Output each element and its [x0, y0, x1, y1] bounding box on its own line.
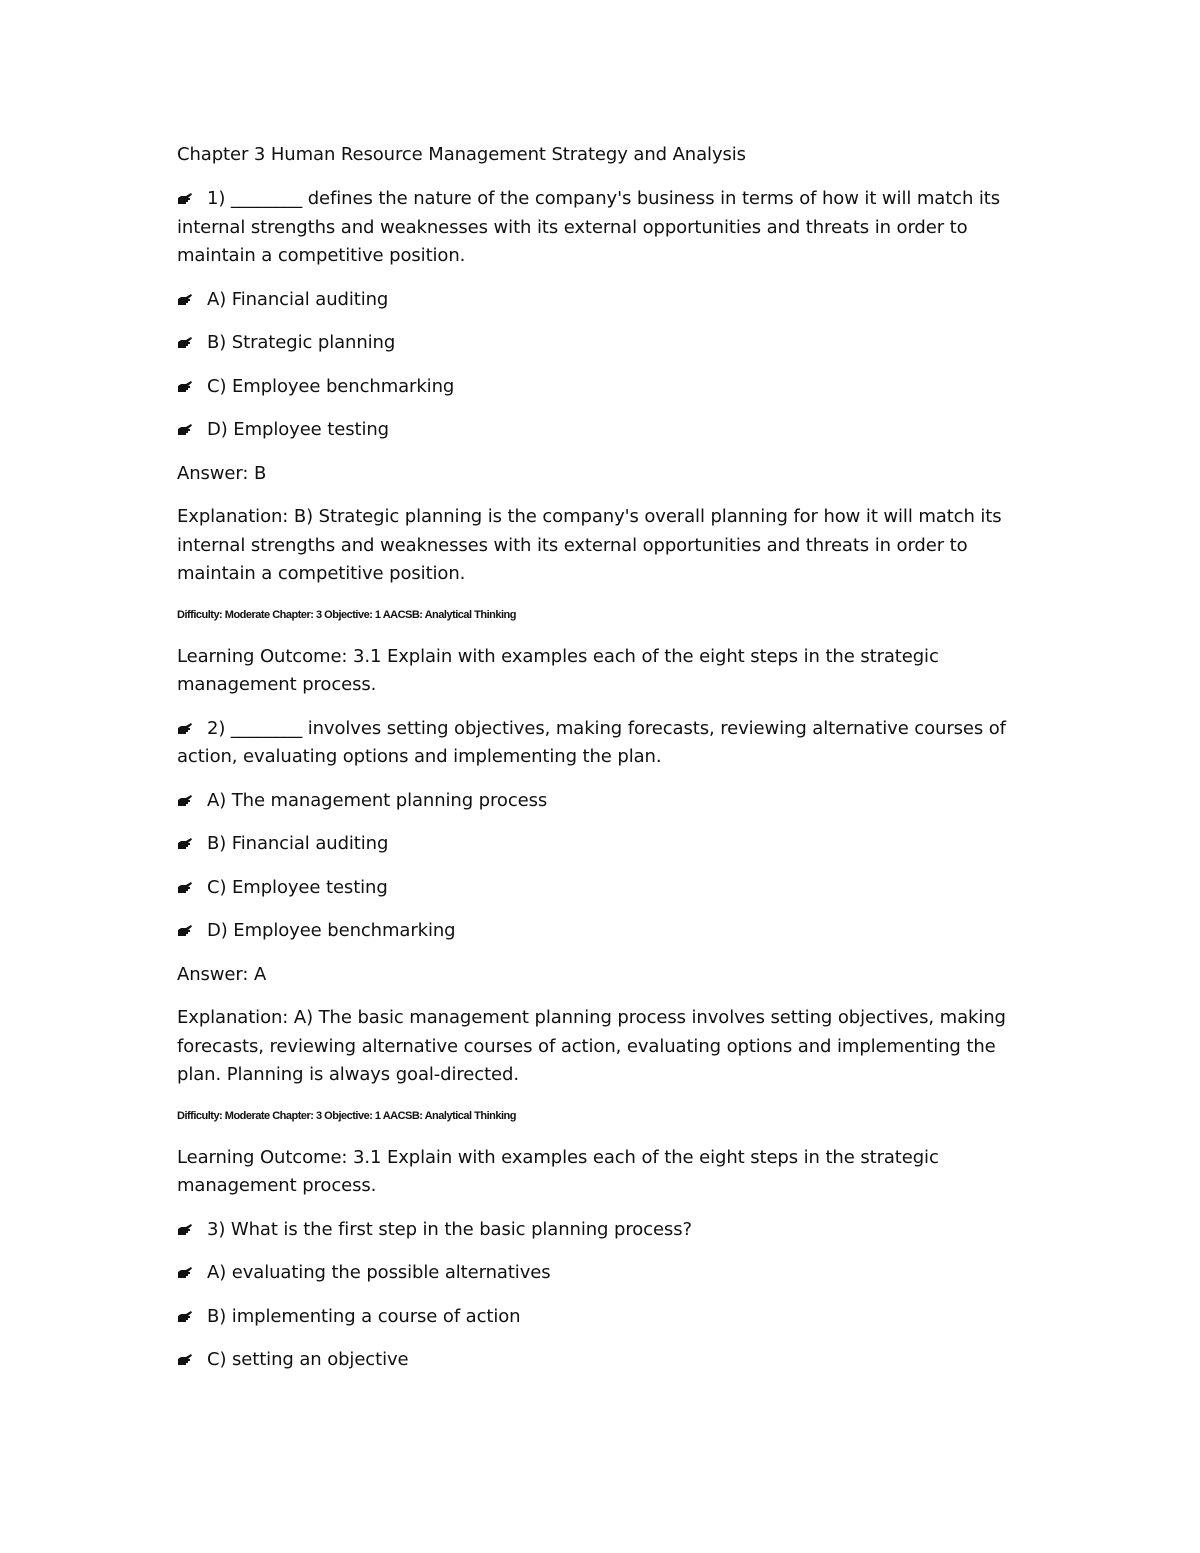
option-text: D) Employee testing [207, 419, 389, 440]
option-item [177, 1346, 1037, 1375]
hand-pointing-icon [177, 1310, 193, 1323]
question-stem [177, 185, 1037, 271]
hand-pointing-icon [177, 1223, 193, 1236]
hand-pointing-icon [177, 192, 193, 205]
question-stem-text: 2) ________ involves setting objectives, making forecasts, reviewing alternative courses of action, evaluating options and implementing the plan. [177, 717, 1006, 767]
question-stem-text: 3) What is the first step in the basic planning process? [207, 1218, 692, 1240]
question-stem [177, 715, 1037, 772]
document-content [177, 141, 1037, 1390]
explanation-text: Explanation: B) Strategic planning is the company's overall planning for how it will match its internal strengths and weaknesses with its external opportunities and threats in order to maintain a competitive position. [177, 506, 1002, 584]
hand-pointing-icon [177, 794, 193, 807]
option-item [177, 416, 1037, 445]
option-text: D) Employee benchmarking [207, 920, 456, 941]
option-text: C) Employee testing [207, 876, 388, 898]
option-item [177, 787, 1037, 816]
option-text: C) Employee benchmarking [207, 375, 455, 397]
option-item [177, 874, 1037, 903]
answer-text: Answer: A [177, 963, 267, 985]
option-text: A) The management planning process [207, 789, 548, 811]
answer-text: Answer: B [177, 462, 267, 484]
hand-pointing-icon [177, 380, 193, 393]
hand-pointing-icon [177, 881, 193, 894]
document-title: Chapter 3 Human Resource Management Strategy and Analysis [177, 144, 746, 165]
hand-pointing-icon [177, 722, 193, 735]
option-item [177, 917, 1037, 946]
option-item [177, 830, 1037, 859]
question-meta: Difficulty: Moderate Chapter: 3 Objective: 1 AACSB: Analytical Thinking [177, 608, 516, 621]
question-2 [177, 715, 1037, 1201]
hand-pointing-icon [177, 293, 193, 306]
question-1 [177, 185, 1037, 700]
option-item [177, 329, 1037, 358]
question-3 [177, 1216, 1037, 1375]
question-stem-text: 1) ________ defines the nature of the company's business in terms of how it will match its internal strengths and weaknesses with its external opportunities and threats in order to maintain a competitive position. [177, 188, 1001, 266]
option-text: B) Financial auditing [207, 833, 389, 854]
hand-pointing-icon [177, 1353, 193, 1366]
option-item [177, 286, 1037, 315]
option-text: B) Strategic planning [207, 332, 396, 353]
option-text: A) evaluating the possible alternatives [207, 1262, 551, 1283]
hand-pointing-icon [177, 336, 193, 349]
question-meta: Difficulty: Moderate Chapter: 3 Objective: 1 AACSB: Analytical Thinking [177, 1109, 516, 1122]
option-text: A) Financial auditing [207, 288, 389, 310]
option-item [177, 1303, 1037, 1332]
option-text: B) implementing a course of action [207, 1305, 521, 1327]
learning-outcome: Learning Outcome: 3.1 Explain with examples each of the eight steps in the strategic management process. [177, 645, 939, 695]
option-item [177, 1259, 1037, 1288]
hand-pointing-icon [177, 1266, 193, 1279]
option-item [177, 373, 1037, 402]
hand-pointing-icon [177, 423, 193, 436]
question-stem [177, 1216, 1037, 1245]
option-text: C) setting an objective [207, 1349, 409, 1370]
explanation-text: Explanation: A) The basic management planning process involves setting objectives, making forecasts, reviewing alternative courses of action, evaluating options and implementing the plan. Planning is always goal-directed. [177, 1007, 1006, 1085]
hand-pointing-icon [177, 837, 193, 850]
learning-outcome: Learning Outcome: 3.1 Explain with examples each of the eight steps in the strategic management process. [177, 1146, 939, 1196]
hand-pointing-icon [177, 924, 193, 937]
